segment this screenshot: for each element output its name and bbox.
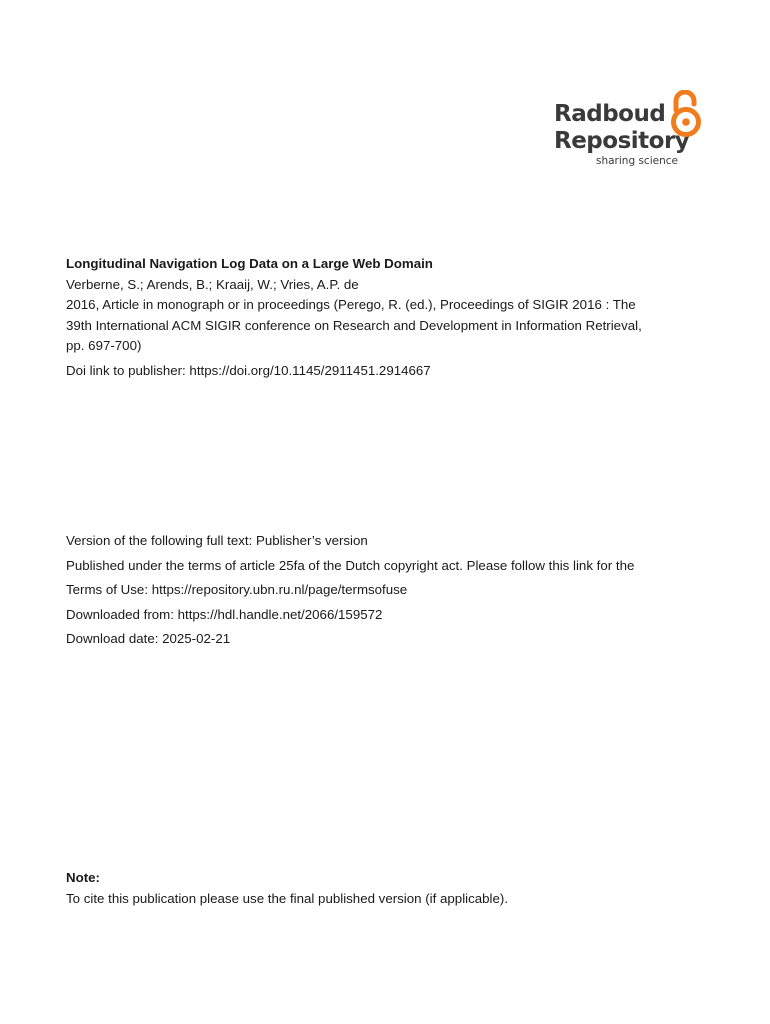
logo-word-repository: Repository xyxy=(554,128,690,154)
record-header xyxy=(66,254,706,381)
publication-citation-line-3: pp. 697-700) xyxy=(66,338,142,353)
terms-line-1: Published under the terms of article 25fa of the Dutch copyright act. Please follow this link for the xyxy=(66,557,635,573)
open-access-lock-icon xyxy=(668,90,704,138)
publication-citation-line-2: 39th International ACM SIGIR conference on Research and Development in Information Retrieval, xyxy=(66,317,642,333)
publication-authors: Verberne, S.; Arends, B.; Kraaij, W.; Vries, A.P. de xyxy=(66,276,359,292)
version-info: Version of the following full text: Publisher’s version xyxy=(66,533,368,548)
logo-word-radboud: Radboud xyxy=(554,101,666,127)
publication-citation-line-1: 2016, Article in monograph or in proceedings (Perego, R. (ed.), Proceedings of SIGIR 2016 : The xyxy=(66,297,636,312)
note-section xyxy=(66,868,706,909)
radboud-repository-logo xyxy=(554,90,704,170)
note-text: To cite this publication please use the final published version (if applicable). xyxy=(66,890,509,906)
full-text-info xyxy=(66,531,706,650)
downloaded-from-link[interactable]: Downloaded from: https://hdl.handle.net/2066/159572 xyxy=(66,606,383,622)
note-label: Note: xyxy=(66,870,100,885)
download-date: Download date: 2025-02-21 xyxy=(66,631,231,646)
doi-link[interactable]: Doi link to publisher: https://doi.org/10.1145/2911451.2914667 xyxy=(66,362,431,378)
terms-of-use-link[interactable]: Terms of Use: https://repository.ubn.ru.nl/page/termsofuse xyxy=(66,582,408,597)
logo-tagline: sharing science xyxy=(596,155,678,167)
publication-title: Longitudinal Navigation Log Data on a Large Web Domain xyxy=(66,256,433,271)
